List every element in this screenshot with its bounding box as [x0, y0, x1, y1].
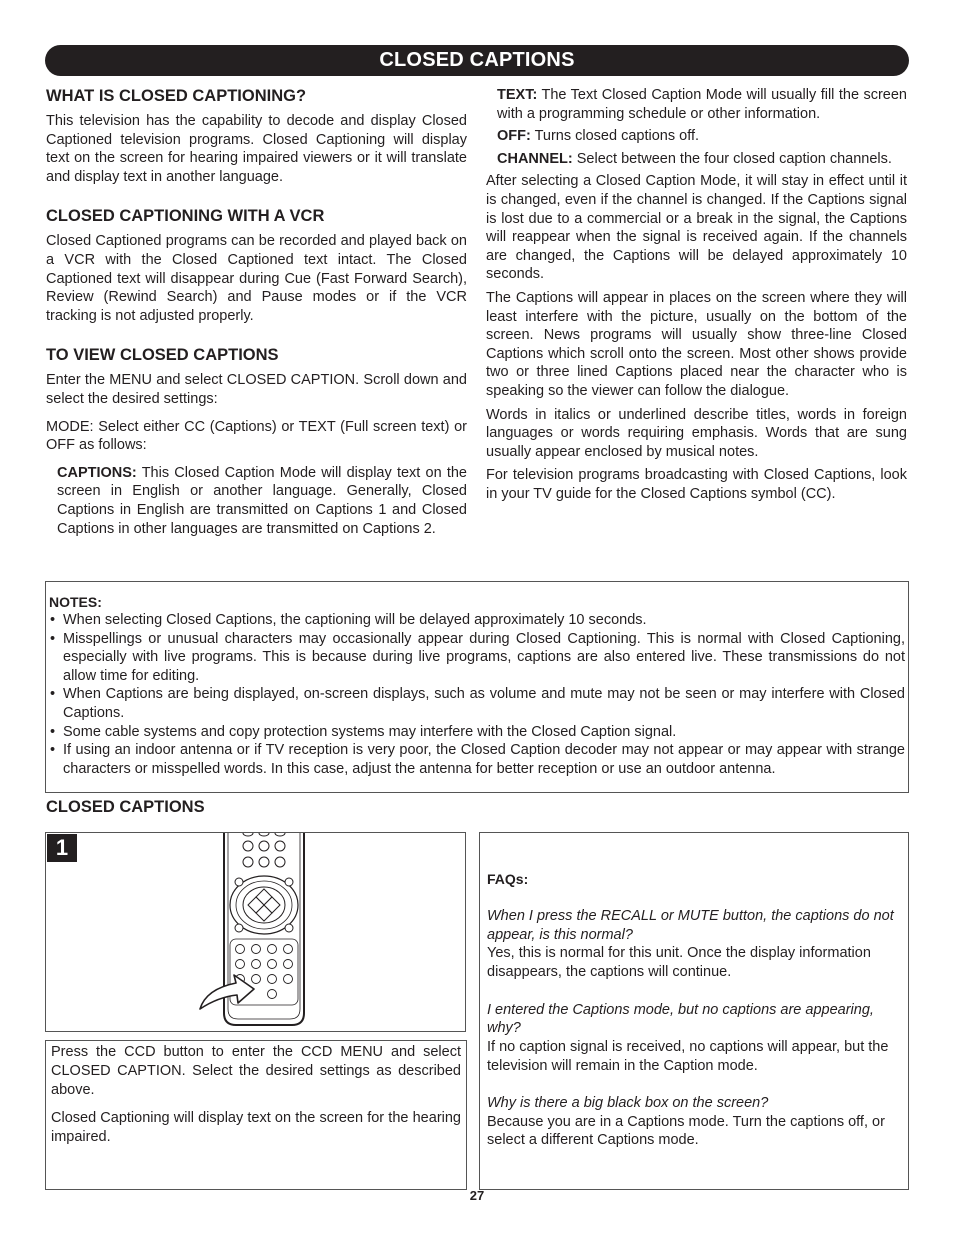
remote-control-illustration: [196, 833, 356, 1031]
channel-mode-desc: [486, 150, 907, 169]
what-is-cc-heading: WHAT IS CLOSED CAPTIONING?: [46, 87, 307, 105]
text-mode-text: The Text Closed Caption Mode will usually fill the screen with a programming schedule or other information.: [497, 87, 907, 122]
notes-box: [45, 581, 909, 793]
step-description-box: [45, 1040, 467, 1190]
notes-list: [49, 611, 905, 778]
closed-captions-section-title: CLOSED CAPTIONS: [46, 798, 205, 816]
notes-title: NOTES:: [49, 594, 102, 610]
faq-question: Why is there a big black box on the screen?: [487, 1095, 769, 1111]
faq-box: [479, 832, 909, 1190]
text-mode-label: TEXT:: [497, 87, 538, 103]
note-item: • Some cable systems and copy protection systems may interfere with the Closed Caption signal.: [49, 723, 905, 742]
view-cc-heading: TO VIEW CLOSED CAPTIONS: [46, 346, 279, 365]
off-mode-desc: [486, 127, 907, 146]
vcr-text: Closed Captioned programs can be recorded and played back on a VCR with the Closed Captioned text intact. The Closed Captioned text will disappear during Cue (Fast Forward Search), Review (Rewind Search) and Pause modes or if the VCR tracking is not adjusted properly.: [46, 233, 467, 324]
view-cc-text-2: MODE: Select either CC (Captions) or TEXT (Full screen text) or OFF as follows:: [46, 418, 467, 454]
note-item: • Misspellings or unusual characters may occasionally appear during Closed Captioning. This is normal with Closed Captioning, especially with live programs. This is because during live programs, captions are also entered live. These transmissions do not allow time for editing.: [49, 630, 905, 686]
note-item: • When Captions are being displayed, on-screen displays, such as volume and mute may not be seen or may interfere with Closed Captions.: [49, 685, 905, 722]
faq-answer: If no caption signal is received, no captions will appear, but the television will remain in the Caption mode.: [487, 1038, 889, 1074]
captions-mode-text: This Closed Caption Mode will display text on the screen in English or another language. Generally, Closed Captions in English are transmitted on Captions 1 and Closed Captions in other languages are transmitted on Captions 2.: [57, 464, 467, 537]
cc-paragraph-4: For television programs broadcasting with Closed Captions, look in your TV guide for the Closed Captions symbol (CC).: [486, 467, 907, 502]
step-text-2: Closed Captioning will display text on the screen for the hearing impaired.: [51, 1110, 461, 1145]
page-number: 27: [469, 1188, 485, 1203]
cc-paragraph-1: After selecting a Closed Caption Mode, it will stay in effect until it is changed, even if the channel is changed. If the Captions signal is lost due to a commercial or a break in the signal, the Captions will reappear when the signal is received again. If the channels are changed, the Captions will be delayed approximately 10 seconds.: [486, 173, 907, 283]
step-text-1: Press the CCD button to enter the CCD MENU and select CLOSED CAPTION. Select the desired settings as described above.: [51, 1044, 461, 1098]
view-cc-text-1: Enter the MENU and select CLOSED CAPTION. Scroll down and select the desired settings:: [46, 372, 467, 407]
faq-question: When I press the RECALL or MUTE button, the captions do not appear, is this normal?: [487, 908, 894, 943]
text-mode-desc: [486, 86, 907, 123]
page-banner: CLOSED CAPTIONS: [45, 45, 909, 76]
cc-paragraph-2: The Captions will appear in places on the screen where they will least interfere with the picture, usually on the bottom of the screen. News programs will usually show three-line Closed Captions which scroll onto the screen. Most other shows provide two or three lined Captions placed near the character who is speaking so the viewer can follow the dialogue.: [486, 289, 907, 399]
what-is-cc-text: This television has the capability to decode and display Closed Captioned television programs. Closed Captioning will display text on the screen for hearing impaired viewers or it will translate and display text in another language.: [46, 113, 467, 185]
note-item: • When selecting Closed Captions, the captioning will be delayed approximately 10 seconds.: [49, 611, 905, 630]
cc-paragraph-3: Words in italics or underlined describe titles, words in foreign languages or words requiring emphasis. Words that are sung usually appear enclosed by musical notes.: [486, 406, 907, 460]
captions-mode-label: CAPTIONS:: [57, 464, 137, 481]
vcr-heading: CLOSED CAPTIONING WITH A VCR: [46, 207, 325, 226]
remote-figure-box: [45, 832, 466, 1032]
faq-answer: Yes, this is normal for this unit. Once the display information disappears, the captions will continue.: [487, 945, 871, 981]
faq-question: I entered the Captions mode, but no captions are appearing, why?: [487, 1001, 874, 1037]
step-number: 1: [47, 834, 77, 862]
left-column: [46, 86, 467, 538]
off-mode-label: OFF:: [497, 128, 531, 145]
right-column: [486, 86, 907, 503]
channel-mode-label: CHANNEL:: [497, 150, 573, 167]
off-mode-text: Turns closed captions off.: [530, 128, 700, 145]
faq-title: FAQs:: [487, 871, 529, 887]
faq-answer: Because you are in a Captions mode. Turn the captions off, or select a different Captions mode.: [487, 1113, 885, 1149]
captions-mode-desc: [46, 464, 467, 538]
note-item: • If using an indoor antenna or if TV reception is very poor, the Closed Caption decoder may not appear or may appear with strange characters or misspelled words. In this case, adjust the antenna for better reception or use an outdoor antenna.: [49, 741, 905, 778]
channel-mode-text: Select between the four closed caption channels.: [572, 150, 892, 167]
